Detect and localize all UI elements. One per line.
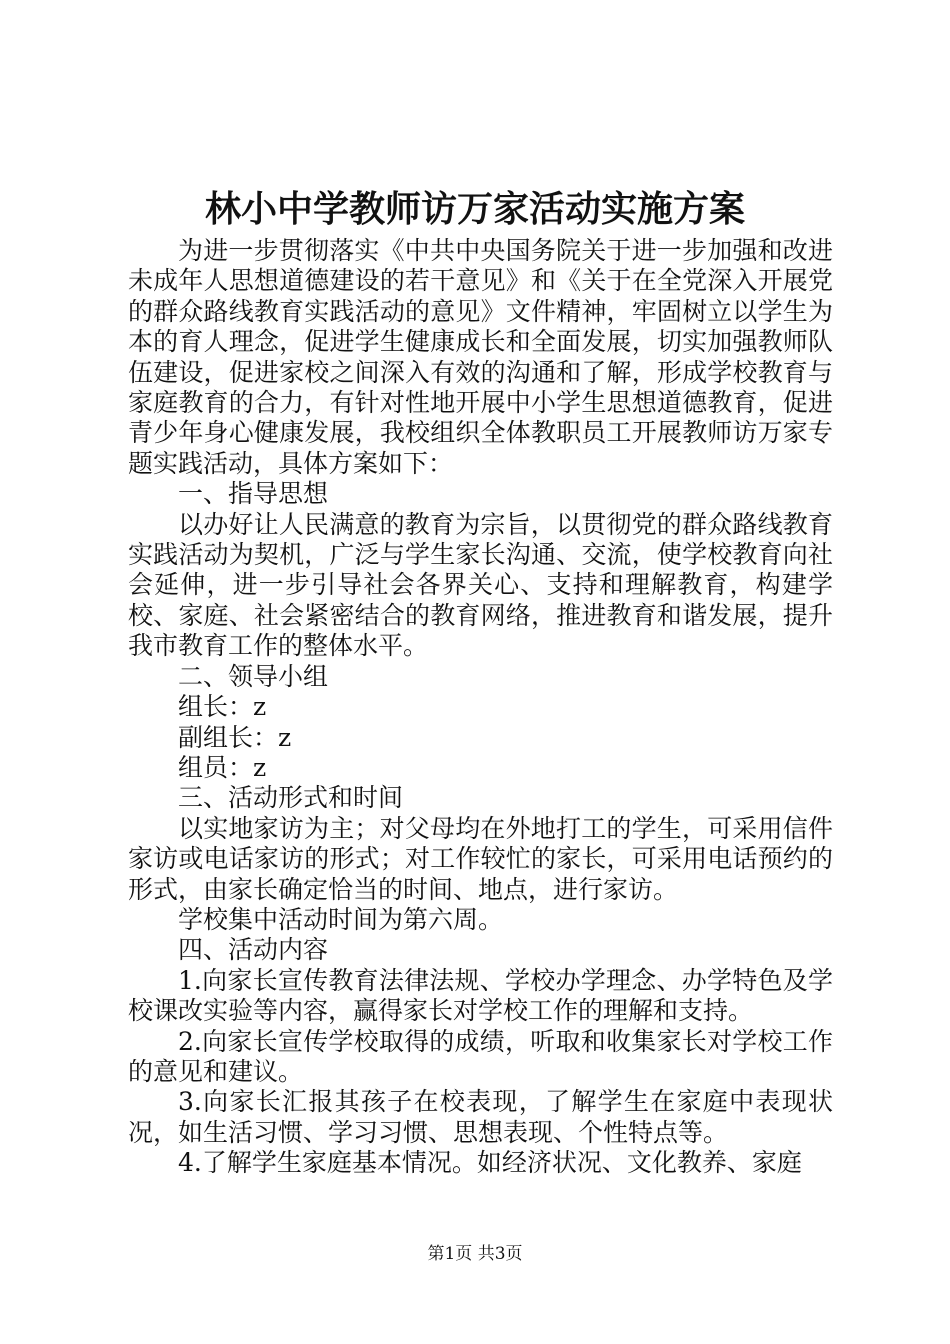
section-heading-guiding-thought: 一、指导思想 [178, 479, 329, 509]
document-title: 林小中学教师访万家活动实施方案 [204, 188, 745, 230]
content-item-1: 1.向家长宣传教育法律法规、学校办学理念、办学特色及学校课改实验等内容，赢得家长对学校工作的理解和支持。 [128, 965, 833, 1026]
content-item-4: 4.了解学生家庭基本情况。如经济状况、文化教养、家庭 [178, 1148, 802, 1178]
group-member-line: 组员：z [178, 752, 267, 782]
form-paragraph: 以实地家访为主；对父母均在外地打工的学生，可采用信件家访或电话家访的形式；对工作较忙的家长，可采用电话预约的形式，由家长确定恰当的时间、地点，进行家访。 [128, 813, 833, 904]
content-item-2: 2.向家长宣传学校取得的成绩，听取和收集家长对学校工作的意见和建议。 [128, 1026, 833, 1086]
section-heading-form-and-time: 三、活动形式和时间 [178, 783, 404, 813]
guiding-thought-paragraph: 以办好让人民满意的教育为宗旨，以贯彻党的群众路线教育实践活动为契机，广泛与学生家长沟通、交流，使学校教育向社会延伸，进一步引导社会各界关心、支持和理解教育，构建学校、家庭、社会紧密结合的教育网络，推进教育和谐发展，提升我市教育工作的整体水平。 [128, 509, 833, 661]
group-leader-line: 组长：z [178, 692, 267, 722]
section-heading-leadership-group: 二、领导小组 [178, 661, 329, 691]
page-footer: 第1页 共3页 [427, 1244, 523, 1264]
time-paragraph: 学校集中活动时间为第六周。 [178, 904, 504, 934]
document-body [128, 236, 833, 1179]
content-item-3: 3.向家长汇报其孩子在校表现，了解学生在家庭中表现状况，如生活习惯、学习习惯、思想表现、个性特点等。 [128, 1087, 833, 1147]
deputy-leader-line: 副组长：z [178, 722, 292, 752]
section-heading-activity-content: 四、活动内容 [178, 935, 329, 965]
intro-paragraph: 为进一步贯彻落实《中共中央国务院关于进一步加强和改进未成年人思想道德建设的若干意见》和《关于在全党深入开展党的群众路线教育实践活动的意见》文件精神，牢固树立以学生为本的育人理念，促进学生健康成长和全面发展，切实加强教师队伍建设，促进家校之间深入有效的沟通和了解，形成学校教育与家庭教育的合力，有针对性地开展中小学生思想道德教育，促进青少年身心健康发展，我校组织全体教职员工开展教师访万家专题实践活动，具体方案如下： [128, 236, 833, 478]
